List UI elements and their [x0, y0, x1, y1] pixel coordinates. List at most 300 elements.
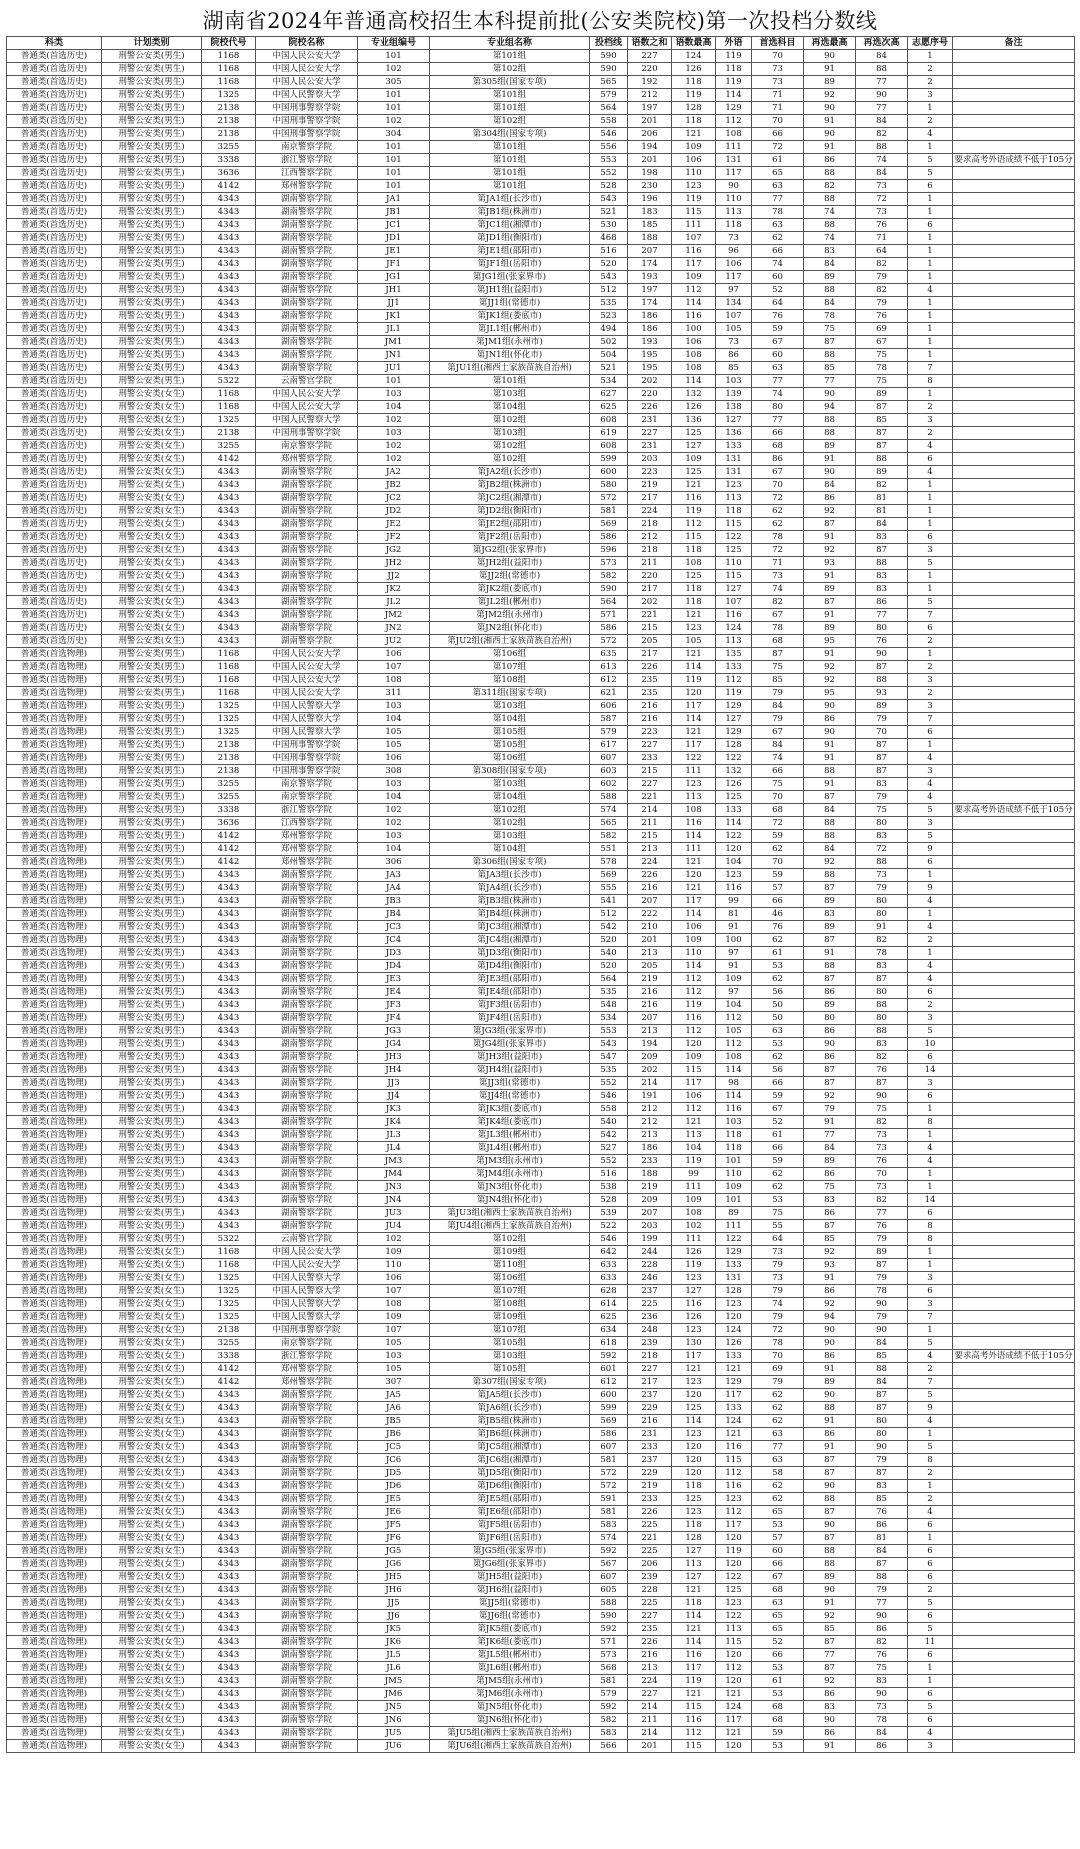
column-header: 再选最高 — [804, 37, 856, 50]
table-cell: 621 — [590, 687, 628, 700]
column-header: 外语 — [716, 37, 752, 50]
table-cell: 109 — [672, 271, 716, 284]
table-cell: 第JD4组(衡阳市) — [430, 960, 590, 973]
table-row — [7, 258, 1075, 271]
table-cell: 刑警公安类(男生) — [102, 1090, 202, 1103]
table-cell: 114 — [672, 661, 716, 674]
table-cell: JD3 — [358, 947, 430, 960]
table-cell: 88 — [804, 1402, 856, 1415]
table-cell: 刑警公安类(男生) — [102, 284, 202, 297]
table-cell: 1 — [908, 1181, 953, 1194]
table-cell: 6 — [908, 1714, 953, 1727]
table-cell: 普通类(首选历史) — [7, 128, 102, 141]
table-cell: 617 — [590, 739, 628, 752]
table-cell: 4 — [908, 128, 953, 141]
table-cell: 468 — [590, 232, 628, 245]
table-cell: 121 — [672, 1688, 716, 1701]
table-cell: 63 — [752, 362, 804, 375]
table-cell: 4343 — [202, 297, 256, 310]
table-cell: 87 — [856, 440, 908, 453]
table-cell: 116 — [716, 1480, 752, 1493]
table-cell: 199 — [628, 1233, 672, 1246]
table-cell: 89 — [804, 895, 856, 908]
table-cell — [953, 765, 1075, 778]
table-cell: 530 — [590, 219, 628, 232]
table-cell: 第306组(国家专项) — [430, 856, 590, 869]
table-row — [7, 102, 1075, 115]
table-cell: 1 — [908, 1168, 953, 1181]
table-cell: 第JB1组(株洲市) — [430, 206, 590, 219]
table-cell: 第JA3组(长沙市) — [430, 869, 590, 882]
table-cell: 121 — [672, 128, 716, 141]
table-cell: 2 — [908, 63, 953, 76]
table-row — [7, 1233, 1075, 1246]
table-cell: 湖南警察学院 — [256, 518, 358, 531]
table-cell: 74 — [752, 388, 804, 401]
table-cell: 湖南警察学院 — [256, 310, 358, 323]
table-cell: 普通类(首选历史) — [7, 466, 102, 479]
table-cell: 568 — [590, 1662, 628, 1675]
table-cell: 4343 — [202, 1662, 256, 1675]
table-cell: 202 — [628, 1064, 672, 1077]
table-cell: 3 — [908, 700, 953, 713]
table-cell: 109 — [672, 141, 716, 154]
table-cell: 50 — [752, 999, 804, 1012]
table-cell: 77 — [856, 102, 908, 115]
table-row — [7, 622, 1075, 635]
table-cell: 第JE5组(邵阳市) — [430, 1493, 590, 1506]
table-cell: 72 — [752, 817, 804, 830]
table-cell: JH5 — [358, 1571, 430, 1584]
table-cell: 65 — [752, 1623, 804, 1636]
table-cell: 1 — [908, 570, 953, 583]
table-cell: JC2 — [358, 492, 430, 505]
table-cell — [953, 1194, 1075, 1207]
table-cell — [953, 1129, 1075, 1142]
table-cell: 107 — [716, 310, 752, 323]
table-cell: 湖南警察学院 — [256, 1389, 358, 1402]
table-cell: 刑警公安类(男生) — [102, 154, 202, 167]
column-header: 首选科目 — [752, 37, 804, 50]
table-cell: 129 — [716, 726, 752, 739]
table-cell: 82 — [856, 258, 908, 271]
table-cell: 633 — [590, 1272, 628, 1285]
table-cell: 207 — [628, 1207, 672, 1220]
table-cell: 2138 — [202, 427, 256, 440]
table-cell: 580 — [590, 479, 628, 492]
table-cell: 4343 — [202, 1649, 256, 1662]
table-cell: 6 — [908, 1285, 953, 1298]
table-cell: 130 — [672, 1337, 716, 1350]
table-cell: 133 — [716, 804, 752, 817]
table-cell: 湖南警察学院 — [256, 1090, 358, 1103]
table-cell: 89 — [716, 1207, 752, 1220]
table-cell: 83 — [856, 1675, 908, 1688]
table-cell: 127 — [716, 713, 752, 726]
table-cell: 105 — [716, 1025, 752, 1038]
table-cell: 普通类(首选物理) — [7, 882, 102, 895]
table-cell — [953, 1090, 1075, 1103]
table-cell — [953, 609, 1075, 622]
table-cell: 227 — [628, 739, 672, 752]
table-cell — [953, 1532, 1075, 1545]
table-cell: 81 — [716, 908, 752, 921]
table-cell: 59 — [752, 323, 804, 336]
table-cell: 120 — [716, 1675, 752, 1688]
table-cell: 4343 — [202, 349, 256, 362]
table-cell — [953, 1103, 1075, 1116]
table-cell: JE6 — [358, 1506, 430, 1519]
table-cell: 121 — [672, 648, 716, 661]
table-cell: 5322 — [202, 375, 256, 388]
table-cell: 刑警公安类(男生) — [102, 310, 202, 323]
table-cell: 112 — [716, 1662, 752, 1675]
table-cell: 123 — [672, 778, 716, 791]
table-cell: 普通类(首选物理) — [7, 648, 102, 661]
table-cell: 湖南警察学院 — [256, 882, 358, 895]
table-cell: 227 — [628, 1688, 672, 1701]
table-cell: 115 — [672, 1740, 716, 1753]
table-cell: 92 — [804, 505, 856, 518]
table-cell: 普通类(首选物理) — [7, 1532, 102, 1545]
table-cell: 91 — [804, 115, 856, 128]
table-cell — [953, 1480, 1075, 1493]
table-cell: 湖南警察学院 — [256, 531, 358, 544]
table-row — [7, 726, 1075, 739]
table-row — [7, 1207, 1075, 1220]
table-cell: 104 — [358, 401, 430, 414]
table-row — [7, 271, 1075, 284]
table-cell: 中国人民公安大学 — [256, 1246, 358, 1259]
table-cell: 128 — [672, 1532, 716, 1545]
table-cell: JK1 — [358, 310, 430, 323]
table-cell: JD6 — [358, 1480, 430, 1493]
table-cell — [953, 1337, 1075, 1350]
table-cell: 普通类(首选物理) — [7, 1194, 102, 1207]
table-cell: 108 — [672, 804, 716, 817]
table-cell: 76 — [856, 635, 908, 648]
table-cell: 512 — [590, 284, 628, 297]
table-cell: 121 — [716, 1428, 752, 1441]
table-cell: 131 — [716, 466, 752, 479]
table-cell: 581 — [590, 1454, 628, 1467]
table-cell: 113 — [672, 791, 716, 804]
table-cell: 4343 — [202, 1194, 256, 1207]
table-cell: 普通类(首选物理) — [7, 804, 102, 817]
table-cell: 86 — [804, 713, 856, 726]
table-cell: 4 — [908, 466, 953, 479]
table-cell: 237 — [628, 1285, 672, 1298]
table-cell: 119 — [716, 50, 752, 63]
table-cell: 湖南警察学院 — [256, 1155, 358, 1168]
table-cell: 湖南警察学院 — [256, 1506, 358, 1519]
table-cell: 112 — [672, 973, 716, 986]
table-cell: 197 — [628, 284, 672, 297]
table-cell — [953, 1389, 1075, 1402]
table-cell: 刑警公安类(女生) — [102, 1662, 202, 1675]
table-cell: 102 — [672, 1220, 716, 1233]
table-cell: 60 — [752, 349, 804, 362]
table-cell: 刑警公安类(男生) — [102, 1168, 202, 1181]
table-cell: 3 — [908, 414, 953, 427]
table-cell: 571 — [590, 1636, 628, 1649]
table-cell: JJ5 — [358, 1597, 430, 1610]
table-cell: 刑警公安类(女生) — [102, 1246, 202, 1259]
table-cell — [953, 492, 1075, 505]
table-cell: 209 — [628, 1051, 672, 1064]
table-cell: 第JG3组(张家界市) — [430, 1025, 590, 1038]
table-cell: 109 — [358, 1311, 430, 1324]
table-cell: 第105组 — [430, 726, 590, 739]
table-cell: 普通类(首选物理) — [7, 934, 102, 947]
table-cell — [953, 596, 1075, 609]
table-cell: 刑警公安类(女生) — [102, 1571, 202, 1584]
table-cell: 普通类(首选历史) — [7, 193, 102, 206]
table-cell: 89 — [804, 622, 856, 635]
table-cell: 刑警公安类(男生) — [102, 830, 202, 843]
table-cell: 4343 — [202, 1428, 256, 1441]
table-cell: 刑警公安类(女生) — [102, 622, 202, 635]
table-cell: 普通类(首选历史) — [7, 583, 102, 596]
table-cell: 558 — [590, 115, 628, 128]
table-cell: 602 — [590, 778, 628, 791]
table-cell: 121 — [716, 1363, 752, 1376]
table-cell: 66 — [752, 1142, 804, 1155]
table-cell: 湖南警察学院 — [256, 557, 358, 570]
table-cell: 62 — [752, 1415, 804, 1428]
table-cell: 2138 — [202, 739, 256, 752]
table-cell: 刑警公安类(男生) — [102, 843, 202, 856]
table-cell: 刑警公安类(女生) — [102, 1285, 202, 1298]
table-cell: 103 — [716, 1116, 752, 1129]
table-cell: 普通类(首选物理) — [7, 817, 102, 830]
table-row — [7, 1493, 1075, 1506]
table-cell: 湖南警察学院 — [256, 1597, 358, 1610]
table-cell: 233 — [628, 1493, 672, 1506]
table-cell: 第JF1组(岳阳市) — [430, 258, 590, 271]
table-cell: 普通类(首选物理) — [7, 687, 102, 700]
table-cell: 67 — [752, 336, 804, 349]
table-cell: JC6 — [358, 1454, 430, 1467]
table-cell: 普通类(首选物理) — [7, 1337, 102, 1350]
table-cell: 98 — [716, 1077, 752, 1090]
table-cell: 226 — [628, 1506, 672, 1519]
table-cell: 87 — [856, 427, 908, 440]
table-cell: 80 — [856, 986, 908, 999]
table-cell: 534 — [590, 375, 628, 388]
table-cell: 5 — [908, 1025, 953, 1038]
table-cell — [953, 1636, 1075, 1649]
table-cell: 7 — [908, 609, 953, 622]
table-cell — [953, 1402, 1075, 1415]
table-cell: 湖南警察学院 — [256, 609, 358, 622]
table-cell: JN3 — [358, 1181, 430, 1194]
table-cell: 109 — [716, 1181, 752, 1194]
table-cell: 4343 — [202, 1116, 256, 1129]
table-cell: 82 — [856, 1051, 908, 1064]
table-cell: 75 — [856, 375, 908, 388]
table-cell: 83 — [804, 1194, 856, 1207]
table-cell — [953, 349, 1075, 362]
table-cell: 574 — [590, 804, 628, 817]
table-cell: 85 — [856, 1493, 908, 1506]
table-cell: 579 — [590, 89, 628, 102]
table-cell — [953, 362, 1075, 375]
table-cell: 1 — [908, 388, 953, 401]
table-cell: 3255 — [202, 778, 256, 791]
table-cell: 4343 — [202, 310, 256, 323]
table-row — [7, 1727, 1075, 1740]
table-cell — [953, 440, 1075, 453]
table-cell: 湖南警察学院 — [256, 336, 358, 349]
table-cell: 第102组 — [430, 1233, 590, 1246]
table-cell: 第JK1组(娄底市) — [430, 310, 590, 323]
table-cell: 90 — [804, 388, 856, 401]
table-cell: 52 — [752, 284, 804, 297]
table-cell: JE4 — [358, 986, 430, 999]
table-cell: 刑警公安类(女生) — [102, 583, 202, 596]
table-cell: 第102组 — [430, 440, 590, 453]
table-cell: 刑警公安类(男生) — [102, 999, 202, 1012]
table-cell: 普通类(首选历史) — [7, 323, 102, 336]
table-cell: 普通类(首选物理) — [7, 1311, 102, 1324]
table-cell: 528 — [590, 1194, 628, 1207]
table-cell: 534 — [590, 1012, 628, 1025]
table-cell: 普通类(首选历史) — [7, 297, 102, 310]
table-cell: 湖南警察学院 — [256, 583, 358, 596]
table-cell: 63 — [752, 1428, 804, 1441]
table-cell: 118 — [672, 596, 716, 609]
table-cell: 89 — [804, 583, 856, 596]
table-cell: 126 — [672, 401, 716, 414]
table-cell: 218 — [628, 544, 672, 557]
table-cell: 540 — [590, 1116, 628, 1129]
table-cell: 6 — [908, 1688, 953, 1701]
table-cell: 85 — [804, 362, 856, 375]
table-cell: 刑警公安类(男生) — [102, 336, 202, 349]
table-cell: 4343 — [202, 1207, 256, 1220]
table-cell: 78 — [804, 310, 856, 323]
table-cell: JL4 — [358, 1142, 430, 1155]
table-cell: 刑警公安类(女生) — [102, 1610, 202, 1623]
table-cell: 1 — [908, 908, 953, 921]
table-cell: 77 — [856, 1597, 908, 1610]
table-cell: 要求高考外语成绩不低于105分 — [954, 1350, 1073, 1361]
table-cell: 第105组 — [430, 739, 590, 752]
table-row — [7, 1181, 1075, 1194]
table-cell: 91 — [804, 609, 856, 622]
table-cell: 普通类(首选物理) — [7, 1610, 102, 1623]
table-row — [7, 713, 1075, 726]
table-cell: 103 — [358, 427, 430, 440]
table-row — [7, 1376, 1075, 1389]
table-cell: 80 — [856, 1428, 908, 1441]
table-cell: 209 — [628, 1194, 672, 1207]
table-cell: 9 — [908, 882, 953, 895]
table-cell: 612 — [590, 1376, 628, 1389]
table-cell: 83 — [856, 570, 908, 583]
table-cell: 53 — [752, 960, 804, 973]
table-cell: 第JG6组(张家界市) — [430, 1558, 590, 1571]
table-cell: 4343 — [202, 1493, 256, 1506]
table-cell: 刑警公安类(男生) — [102, 947, 202, 960]
table-cell: 521 — [590, 362, 628, 375]
table-cell — [953, 661, 1075, 674]
table-cell: 79 — [752, 1259, 804, 1272]
table-cell: 湖南警察学院 — [256, 1714, 358, 1727]
table-cell: JG4 — [358, 1038, 430, 1051]
table-cell: 86 — [716, 349, 752, 362]
table-cell: 湖南警察学院 — [256, 1688, 358, 1701]
table-cell: 70 — [752, 479, 804, 492]
table-cell: 第JU5组(湘西土家族苗族自治州) — [430, 1727, 590, 1740]
table-cell: 114 — [672, 908, 716, 921]
table-row — [7, 128, 1075, 141]
table-cell: 第JM6组(永州市) — [430, 1688, 590, 1701]
table-cell: 7 — [908, 713, 953, 726]
table-cell: 1 — [908, 232, 953, 245]
table-cell: 2138 — [202, 1324, 256, 1337]
table-cell: 第JM4组(永州市) — [430, 1168, 590, 1181]
table-cell: 73 — [752, 570, 804, 583]
table-cell: 111 — [716, 1220, 752, 1233]
table-cell: 83 — [804, 908, 856, 921]
table-cell: 84 — [752, 739, 804, 752]
table-cell: 普通类(首选物理) — [7, 895, 102, 908]
table-row — [7, 1480, 1075, 1493]
table-cell: 第JA2组(长沙市) — [430, 466, 590, 479]
table-cell: 4 — [908, 895, 953, 908]
score-table — [6, 36, 1075, 1753]
table-cell: 133 — [716, 440, 752, 453]
table-cell: 普通类(首选物理) — [7, 1324, 102, 1337]
table-cell: 219 — [628, 973, 672, 986]
table-cell: 1168 — [202, 687, 256, 700]
table-cell: 66 — [752, 1649, 804, 1662]
table-cell: 116 — [672, 1298, 716, 1311]
table-cell: 70 — [752, 115, 804, 128]
table-cell: 553 — [590, 1025, 628, 1038]
table-cell: 4343 — [202, 1701, 256, 1714]
table-cell: 2138 — [202, 115, 256, 128]
table-cell: 3338 — [202, 804, 256, 817]
table-cell: 74 — [752, 583, 804, 596]
table-cell: 4343 — [202, 947, 256, 960]
table-cell: 110 — [716, 1168, 752, 1181]
table-cell: 88 — [856, 1025, 908, 1038]
table-cell: 85 — [804, 1233, 856, 1246]
table-cell: 102 — [358, 115, 430, 128]
table-cell: 79 — [856, 713, 908, 726]
table-cell: 606 — [590, 700, 628, 713]
table-cell: 82 — [856, 1116, 908, 1129]
table-row — [7, 1103, 1075, 1116]
table-cell: 6 — [908, 1610, 953, 1623]
table-cell: 603 — [590, 765, 628, 778]
table-cell: 210 — [628, 921, 672, 934]
table-cell: 102 — [358, 63, 430, 76]
table-cell: 普通类(首选物理) — [7, 752, 102, 765]
table-cell: 湖南警察学院 — [256, 1051, 358, 1064]
table-cell: 普通类(首选物理) — [7, 830, 102, 843]
table-cell: 1 — [908, 1259, 953, 1272]
table-cell — [953, 193, 1075, 206]
table-cell: 87 — [856, 661, 908, 674]
table-cell: 67 — [856, 336, 908, 349]
table-cell: 7 — [908, 1376, 953, 1389]
table-cell: 4343 — [202, 583, 256, 596]
table-cell: 220 — [628, 570, 672, 583]
